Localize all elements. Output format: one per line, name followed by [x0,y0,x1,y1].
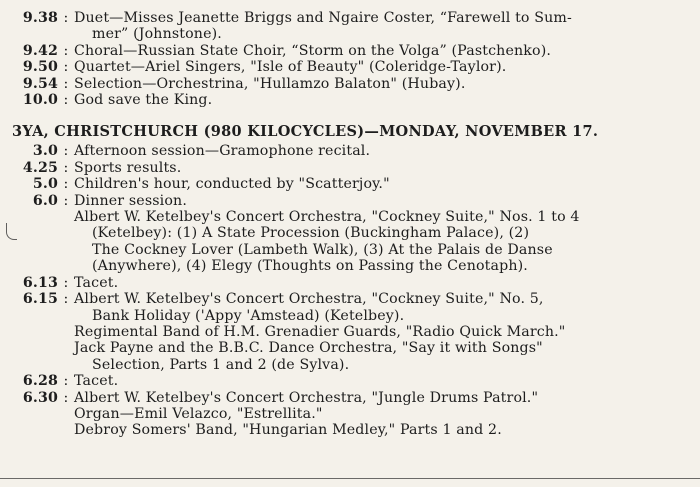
schedule-entry-950 [18,59,690,75]
time-label: 6.30 [22,389,58,406]
entry-text [74,275,690,291]
time-separator: : [63,92,69,109]
entry-text [74,76,690,92]
margin-mark-icon [6,223,17,240]
entry-text [74,390,690,439]
time-label: 6.28 [22,373,58,390]
time-separator: : [63,75,69,92]
entry-line: Children's hour, conducted by "Scatterjoy." [74,176,390,193]
entry-line: Selection, Parts 1 and 2 (de Sylva). [92,356,350,373]
schedule-entry-600 [18,193,690,209]
entry-line: Organ—Emil Velazco, "Estrellita." [74,405,323,422]
time-label: 6.0 [32,192,58,209]
entry-line: Debroy Somers' Band, "Hungarian Medley," Parts 1 and 2. [74,422,502,439]
entry-line: Dinner session. [74,192,187,209]
entry-line: Tacet. [74,373,119,390]
schedule-entry-615-detail [18,324,690,373]
entry-line: (Ketelbey): (1) A State Procession (Buckingham Palace), (2) [92,225,530,242]
time-separator: : [63,176,69,193]
schedule-entry-938 [18,10,690,43]
entry-text [74,160,690,176]
schedule-entry-954 [18,76,690,92]
entry-line: (Anywhere), (4) Elegy (Thoughts on Passing the Cenotaph). [92,258,528,275]
entry-line: God save the King. [74,92,213,109]
time-separator: : [63,10,69,26]
entry-text [74,176,690,192]
schedule-entry-613 [18,275,690,291]
entry-text [74,291,690,324]
time-separator: : [63,291,69,308]
entry-line: Albert W. Ketelbey's Concert Orchestra, "Cockney Suite," Nos. 1 to 4 [74,209,580,226]
entry-line: The Cockney Lover (Lambeth Walk), (3) At the Palais de Danse [92,241,553,258]
time-separator: : [63,192,69,209]
entry-line: Regimental Band of H.M. Grenadier Guards, "Radio Quick March." [74,323,566,340]
time-separator: : [63,274,69,291]
entry-line: Choral—Russian State Choir, “Storm on the Volga” (Pastchenko). [74,42,552,59]
entry-text [74,373,690,389]
time-label: 9.42 [22,42,58,59]
schedule-entry-300 [18,143,690,159]
schedule-entry-600-detail [18,209,690,275]
schedule-entry-630 [18,390,690,439]
entry-line: Quartet—Ariel Singers, "Isle of Beauty" (Coleridge-Taylor). [74,59,507,76]
entry-text [74,10,690,43]
schedule-entry-615 [18,291,690,324]
bottom-rule [0,478,700,479]
entry-line: Bank Holiday ('Appy 'Amstead) (Ketelbey). [92,307,405,324]
time-separator: : [63,143,69,160]
entry-line: Selection—Orchestrina, "Hullamzo Balaton" (Hubay). [74,75,466,92]
entry-text [74,59,690,75]
entry-line: Duet—Misses Jeanette Briggs and Ngaire Coster, “Farewell to Sum- [74,10,572,26]
time-separator: : [63,42,69,59]
entry-text [74,43,690,59]
time-separator: : [63,373,69,390]
time-separator: : [63,159,69,176]
entry-line: Albert W. Ketelbey's Concert Orchestra, "Cockney Suite," No. 5, [74,291,544,308]
schedule-entry-628 [18,373,690,389]
schedule-entry-500 [18,176,690,192]
schedule-entry-425 [18,160,690,176]
time-label: 6.13 [22,274,58,291]
entry-line: Jack Payne and the B.B.C. Dance Orchestra, "Say it with Songs" [74,340,543,357]
time-label: 9.54 [22,75,58,92]
entry-line: Albert W. Ketelbey's Concert Orchestra, "Jungle Drums Patrol." [74,389,539,406]
time-label: 5.0 [32,176,58,193]
entry-text [74,193,690,209]
schedule-entry-100 [18,92,690,108]
section-heading: 3YA, CHRISTCHURCH (980 KILOCYCLES)—MONDAY, NOVEMBER 17. [12,123,599,141]
schedule-entry-942 [18,43,690,59]
time-label: 10.0 [22,92,58,109]
entry-line: mer” (Johnstone). [92,26,222,43]
time-separator: : [63,389,69,406]
time-label: 4.25 [22,159,58,176]
time-separator: : [63,59,69,76]
entry-line: Afternoon session—Gramophone recital. [74,143,371,160]
entry-line: Sports results. [74,159,182,176]
time-label: 9.38 [22,10,58,26]
time-label: 3.0 [32,143,58,160]
entry-text [74,92,690,108]
entry-text [74,143,690,159]
entry-text [74,209,690,275]
entry-line: Tacet. [74,274,119,291]
time-label: 6.15 [22,291,58,308]
time-label: 9.50 [22,59,58,76]
entry-text [74,324,690,373]
